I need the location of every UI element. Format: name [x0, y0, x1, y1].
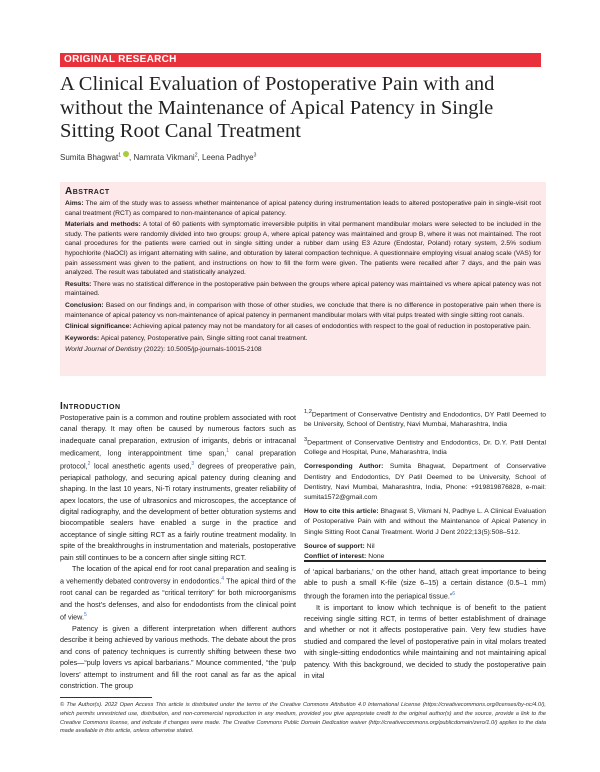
author-name: Namrata Vikmani — [133, 153, 195, 162]
abstract-conclusion: Conclusion: Based on our findings and, in comparison with those of other studies, we conclude that there is no difference in postoperative pain when there is maintenance of apical patency vs non-maintenance of apical patency in permanent mandibular molars with vital pulps treated with single sitting root canals. — [65, 301, 541, 319]
intro-paragraph: The location of the apical end for root canal preparation and sealing is a vehemently debated controversy in endodontics.$^4$ The apical third of the root canal can be regarded as “critical territory” for both microorganisms and the host’s defenses, and also for endodontists from the clinical point of view.$^5$ — [60, 564, 296, 622]
abstract-box — [60, 182, 546, 376]
introduction-heading: Introduction — [60, 401, 121, 412]
affiliation: $^3$Department of Conservative Dentistry and Endodontics, Dr. D.Y. Patil Dental College and Hospital, Pune, Maharashtra, India — [304, 436, 546, 457]
author-sup: 1 — [118, 152, 122, 159]
intro-paragraph: of ‘apical barbarians,’ on the other hand, attach great importance to being able to push a small K-file (size 6–15) a certain distance (0.5–1 mm) through the foramen into the periapical tissue.”$^6$ — [304, 567, 546, 601]
left-column — [60, 412, 296, 691]
abstract-methods: Materials and methods: A total of 60 patients with symptomatic irreversible pulpitis in vital permanent mandibular molars were selected to be included in the study. The patients were randomly divided into two groups: group A, where apical patency was maintained and group B, where it was not maintained. The root canal procedures for the patients were carried out in single sitting under a rubber dam using E3 Azure (Endostar, Poland) rotary system, 2.5% sodium hypochlorite (NaOCl) as irrigant alternating with saline, and obturation by lateral compaction technique. A questionnaire employing visual analog scale (VAS) for pain assessment was given to the patient, and instructions on how to fill the form were given. The patients were recalled after 7 days, and the pain was analyzed. The result was tabulated and statistically analyzed. — [65, 221, 541, 277]
author-sup: 3 — [253, 152, 257, 159]
reference-link[interactable]: 6 — [452, 590, 456, 597]
footnote-divider — [60, 697, 152, 698]
abstract-aims: Aims: The aim of the study was to assess whether maintenance of apical patency during instrumentation leads to altered postoperative pain in single-visit root canal treatment (RCT) as compared to non-maintenance of apical patency. — [65, 200, 541, 217]
right-column — [304, 566, 546, 681]
author-name: Leena Padhye — [201, 153, 254, 162]
license-footnote: © The Author(s). 2022 Open Access This article is distributed under the terms of the Creative Commons Attribution 4.0 International License (https://creativecommons.org/licenses/by-nc/4.0/), which permits unrestricted use, distribution, and non-commercial reproduction in any medium, provided you give appropriate credit to the original author(s) and the source, provide a link to the Creative Commons license, and indicate if changes were made. The Creative Commons Public Domain Dedication waiver (http://creativecommons.org/publicdomain/zero/1.0/) applies to the data made available in this article, unless otherwise stated. — [60, 702, 546, 735]
reference-link[interactable]: 3 — [191, 461, 195, 468]
divider — [304, 560, 546, 562]
affiliation: $^{1,2}$Department of Conservative Dentistry and Endodontics, DY Patil Deemed to be University, School of Dentistry, Navi Mumbai, Maharashtra, India — [304, 409, 546, 429]
reference-link[interactable]: 2 — [87, 461, 91, 468]
abstract-heading: Abstract — [65, 186, 110, 197]
intro-paragraph: Patency is given a different interpretation when different authors describe it being achieved by various methods. The debate about the pros and cons of patency techniques is currently shifting between these two poles—“pulp lovers vs apical barbarians.” Mounce commented, “the ‘pulp lovers’ attempt to instrument and fill the root canal as far as the apical constriction. The group — [60, 623, 296, 690]
how-to-cite: How to cite this article: Bhagwat S, Vikmani N, Padhye L. A Clinical Evaluation of Postoperative Pain with and without the Maintenance of Apical Patency in Single Sitting Root Canal Treatment. World J Dent 2022;13(5):508–512. — [304, 508, 546, 536]
author-list: Sumita Bhagwat$^1$ , Namrata Vikmani$^2$, Leena Padhye$^3$ — [60, 152, 257, 162]
author-sup: 2 — [194, 152, 198, 159]
article-title: A Clinical Evaluation of Postoperative Pain with and without the Maintenance of Apical Patency in Single Sitting Root Canal Treatment — [60, 73, 495, 142]
reference-link[interactable]: 5 — [83, 612, 87, 619]
intro-paragraph: It is important to know which technique is of benefit to the patient receiving single sitting RCT, in terms of better establishment of drainage and whether or not it affects postoperative pain. Very few studies have studied and compared the level of postoperative pain in vital molars treated with single-sitting endodontics while maintaining and not maintaining apical patency. With this background, we decided to study the postoperative pain in vital — [304, 602, 546, 681]
abstract-results: Results: There was no statistical difference in the postoperative pain between the groups where apical patency was maintained vs where apical patency was not maintained. — [65, 280, 541, 298]
abstract-keywords: Keywords: Apical patency, Postoperative pain, Single sitting root canal treatment. — [65, 334, 308, 342]
reference-link[interactable]: 1 — [226, 448, 230, 455]
source-of-support: Source of support: Nil — [304, 542, 375, 550]
affiliations-block — [304, 407, 546, 566]
reference-link[interactable]: 4 — [221, 576, 224, 583]
abstract-significance: Clinical significance: Achieving apical patency may not be mandatory for all cases of endodontics with respect to the goal of reduction in postoperative pain. — [65, 323, 531, 331]
intro-paragraph: Postoperative pain is a common and routine problem associated with root canal therapy. It may often be caused by numerous factors such as inadequate canal preparation, extrusion of irrigants, debris or intracanal medicament, long interappointment time span,$^1$ canal preparation protocol,$^2$ local anesthetic agents used,$^3$ degrees of preoperative pain, periapical pathology, and securing apical patency during cleaning and shaping. In the last 10 years, Ni-Ti rotary instruments, greater reliability of apex locators, the use of ultrasonics and microscopes, the acceptance of digital radiography, and the development of better obturation systems and biocompatible sealers have enabled a surge in the practice and acceptance of single sitting RCT as a fairly routine treatment modality. In spite of the breakthroughs in instrumentation and materials, postoperative pain still continues to be a concern after single sitting RCT. — [60, 413, 296, 562]
journal-citation: World Journal of Dentistry (2022): 10.5005/jp-journals-10015-2108 — [65, 346, 262, 354]
conflict-of-interest: Conflict of interest: None — [304, 552, 385, 560]
author-name: Sumita Bhagwat — [60, 153, 119, 162]
category-banner: ORIGINAL RESEARCH — [60, 53, 541, 67]
orcid-icon[interactable] — [123, 151, 129, 157]
corresponding-author: Corresponding Author: Sumita Bhagwat, Department of Conservative Dentistry and Endodontics, DY Patil Deemed to be University, School of Dentistry, Navi Mumbai, Maharashtra, India, Phone: +919819876828, e-mail: sumita1572@gmail.com — [304, 463, 546, 501]
